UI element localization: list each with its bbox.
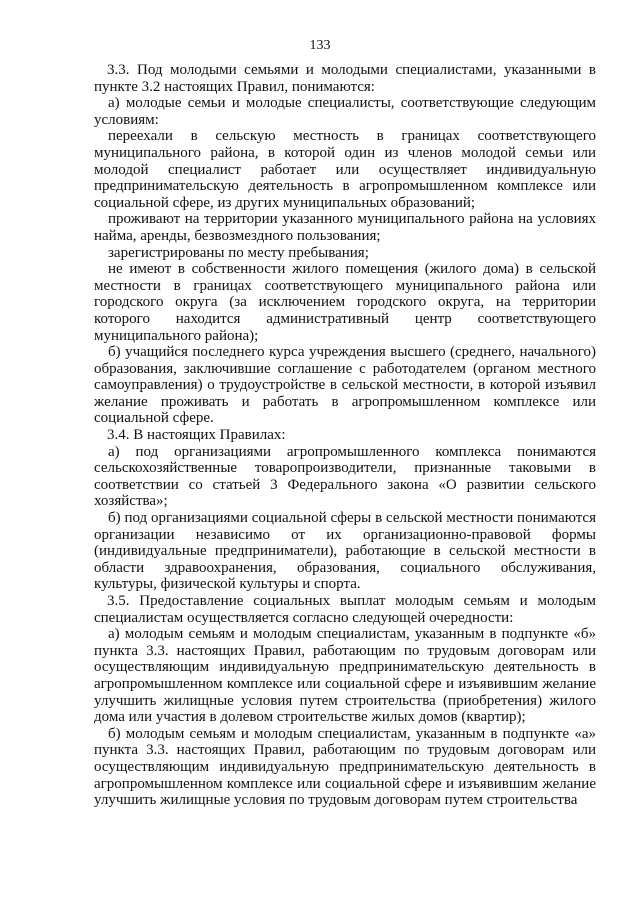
page-number: 133 <box>309 38 331 53</box>
paragraph-3-5: 3.5. Предоставление социальных выплат молодым семьям и молодым специалистам осуществляется согласно следующей очередности: <box>94 593 596 626</box>
paragraph-3-4-a: а) под организациями агропромышленного комплекса понимаются сельскохозяйственные товаропроизводители, признанные таковыми в соответствии со статьей 3 Федерального закона «О развитии сельского хозяйства»; <box>94 443 596 510</box>
paragraph-3-4-b: б) под организациями социальной сферы в сельской местности понимаются организации независимо от их организационно-правовой формы (индивидуальные предприниматели), работающие в сельской местности в области здравоохранения, образования, социального обслуживания, культуры, физической культуры и спорта. <box>94 510 596 593</box>
document-body <box>94 62 596 809</box>
paragraph-3-3: 3.3. Под молодыми семьями и молодыми специалистами, указанными в пункте 3.2 настоящих Правил, понимаются: <box>94 62 596 95</box>
paragraph-3-3-b: б) учащийся последнего курса учреждения высшего (среднего, начального) образования, заключившие соглашение с работодателем (органом местного самоуправления) о трудоустройстве в сельской местности, в которой изъявил желание проживать и работать в агропромышленном комплексе или социальной сфере. <box>94 344 596 427</box>
paragraph-3-3-a: а) молодые семьи и молодые специалисты, соответствующие следующим условиям: <box>94 95 596 128</box>
condition-residing: проживают на территории указанного муниципального района на условиях найма, аренды, безвозмездного пользования; <box>94 211 596 244</box>
condition-registered: зарегистрированы по месту пребывания; <box>108 244 369 261</box>
condition-no-property: не имеют в собственности жилого помещения (жилого дома) в сельской местности в границах соответствующего муниципального района или городского округа (за исключением городского округа, на территории которого находится административный центр соответствующего муниципального района); <box>94 261 596 344</box>
paragraph-3-4: 3.4. В настоящих Правилах: <box>107 427 286 444</box>
condition-relocated: переехали в сельскую местность в границах соответствующего муниципального района, в которой один из членов молодой семьи или молодой специалист работает или осуществляет индивидуальную предпринимательскую деятельность в агропромышленном комплексе или социальной сфере, из других муниципальных образований; <box>94 128 596 211</box>
paragraph-3-5-b: б) молодым семьям и молодым специалистам, указанным в подпункте «а» пункта 3.3. настоящих Правил, работающим по трудовым договорам или осуществляющим индивидуальную предпринимательскую деятельность в агропромышленном комплексе или социальной сфере и изъявившим желание улучшить жилищные условия по трудовым договорам путем строительства <box>94 725 596 809</box>
paragraph-3-5-a: а) молодым семьям и молодым специалистам, указанным в подпункте «б» пункта 3.3. настоящих Правил, работающим по трудовым договорам или осуществляющим индивидуальную предпринимательскую деятельность в агропромышленном комплексе или социальной сфере и изъявившим желание улучшить жилищные условия путем строительства (приобретения) жилого дома или участия в долевом строительстве жилых домов (квартир); <box>94 626 596 726</box>
